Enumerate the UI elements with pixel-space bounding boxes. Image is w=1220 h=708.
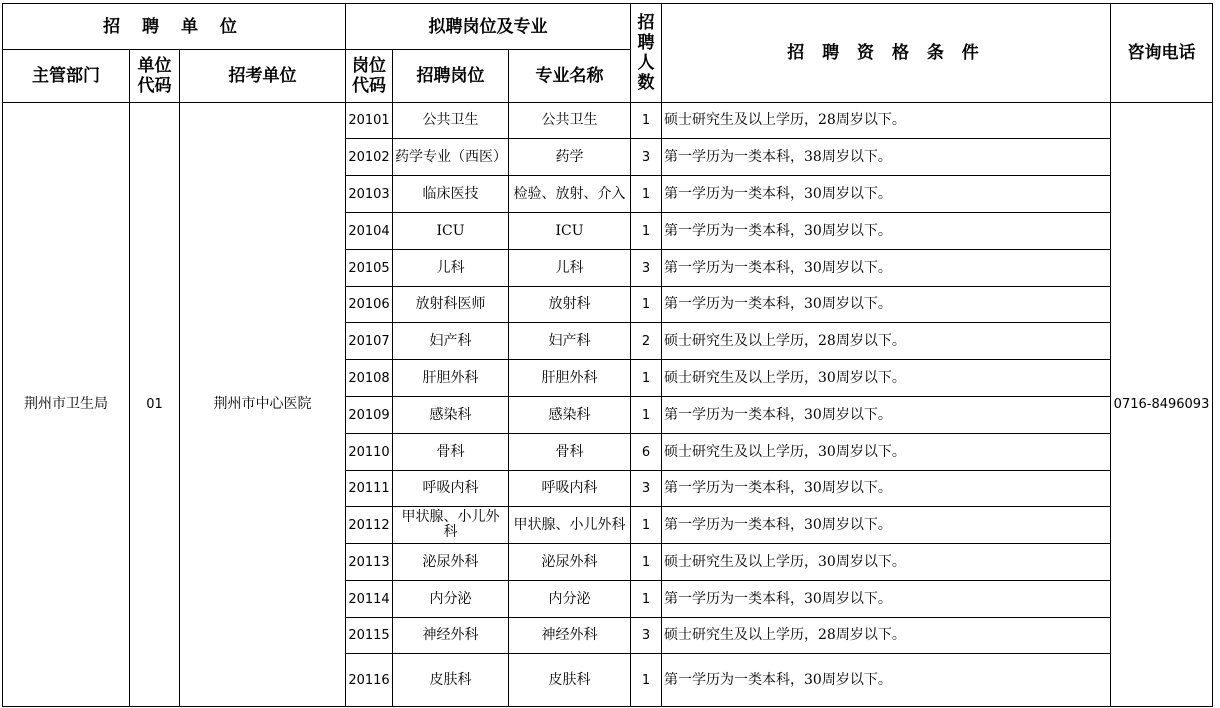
unit-code-cell: 01 xyxy=(130,103,180,707)
post-code-cell: 20102 xyxy=(346,139,393,176)
header-unit-code xyxy=(130,50,180,103)
post-cell: 内分泌 xyxy=(393,581,509,618)
major-cell: 检验、放射、介入 xyxy=(509,176,631,213)
count-cell: 1 xyxy=(631,287,662,323)
count-cell: 3 xyxy=(631,139,662,176)
recruitment-table-sheet xyxy=(2,3,1212,706)
recruitment-table xyxy=(2,3,1213,707)
post-code-cell: 20109 xyxy=(346,397,393,434)
count-cell: 1 xyxy=(631,654,662,707)
post-cell: 肝胆外科 xyxy=(393,360,509,397)
post-cell: 骨科 xyxy=(393,434,509,471)
post-code-cell: 20116 xyxy=(346,654,393,707)
condition-cell: 第一学历为一类本科，30周岁以下。 xyxy=(662,287,1111,323)
condition-cell: 第一学历为一类本科，30周岁以下。 xyxy=(662,654,1111,707)
major-cell: 呼吸内科 xyxy=(509,471,631,507)
post-code-cell: 20114 xyxy=(346,581,393,618)
condition-cell: 硕士研究生及以上学历，28周岁以下。 xyxy=(662,618,1111,654)
condition-cell: 第一学历为一类本科，30周岁以下。 xyxy=(662,471,1111,507)
header-unit-code-line2: 代码 xyxy=(137,76,172,96)
header-conditions: 招 聘 资 格 条 件 xyxy=(662,4,1111,103)
condition-cell: 硕士研究生及以上学历，28周岁以下。 xyxy=(662,323,1111,360)
header-major: 专业名称 xyxy=(509,50,631,103)
header-row-1 xyxy=(3,4,1213,50)
post-cell: 公共卫生 xyxy=(393,103,509,139)
major-cell: 公共卫生 xyxy=(509,103,631,139)
count-cell: 1 xyxy=(631,581,662,618)
major-cell: 内分泌 xyxy=(509,581,631,618)
condition-cell: 硕士研究生及以上学历，30周岁以下。 xyxy=(662,544,1111,581)
major-cell: ICU xyxy=(509,213,631,250)
post-cell: 甲状腺、小儿外科 xyxy=(393,507,509,544)
post-cell: 泌尿外科 xyxy=(393,544,509,581)
post-code-cell: 20104 xyxy=(346,213,393,250)
major-cell: 药学 xyxy=(509,139,631,176)
count-cell: 1 xyxy=(631,507,662,544)
post-code-cell: 20110 xyxy=(346,434,393,471)
count-cell: 1 xyxy=(631,544,662,581)
post-cell: 妇产科 xyxy=(393,323,509,360)
header-phone: 咨询电话 xyxy=(1111,4,1213,103)
post-cell: 临床医技 xyxy=(393,176,509,213)
condition-cell: 第一学历为一类本科，30周岁以下。 xyxy=(662,581,1111,618)
post-code-cell: 20103 xyxy=(346,176,393,213)
post-code-cell: 20113 xyxy=(346,544,393,581)
count-cell: 6 xyxy=(631,434,662,471)
post-code-cell: 20112 xyxy=(346,507,393,544)
condition-cell: 第一学历为一类本科，30周岁以下。 xyxy=(662,250,1111,287)
header-count xyxy=(631,4,662,103)
count-cell: 3 xyxy=(631,618,662,654)
post-code-cell: 20111 xyxy=(346,471,393,507)
post-cell: 感染科 xyxy=(393,397,509,434)
table-row xyxy=(3,103,1213,139)
count-cell: 3 xyxy=(631,471,662,507)
header-unit: 招考单位 xyxy=(180,50,346,103)
unit-cell: 荆州市中心医院 xyxy=(180,103,346,707)
post-cell: 神经外科 xyxy=(393,618,509,654)
condition-cell: 硕士研究生及以上学历，30周岁以下。 xyxy=(662,360,1111,397)
header-dept: 主管部门 xyxy=(3,50,130,103)
condition-cell: 第一学历为一类本科，38周岁以下。 xyxy=(662,139,1111,176)
major-cell: 甲状腺、小儿外科 xyxy=(509,507,631,544)
header-post-group: 拟聘岗位及专业 xyxy=(346,4,631,50)
major-cell: 皮肤科 xyxy=(509,654,631,707)
major-cell: 放射科 xyxy=(509,287,631,323)
post-cell: 呼吸内科 xyxy=(393,471,509,507)
major-cell: 泌尿外科 xyxy=(509,544,631,581)
header-unit-group: 招 聘 单 位 xyxy=(3,4,346,50)
condition-cell: 第一学历为一类本科，30周岁以下。 xyxy=(662,213,1111,250)
condition-cell: 第一学历为一类本科，30周岁以下。 xyxy=(662,397,1111,434)
count-cell: 2 xyxy=(631,323,662,360)
count-cell: 1 xyxy=(631,213,662,250)
post-code-cell: 20101 xyxy=(346,103,393,139)
header-post-code xyxy=(346,50,393,103)
count-cell: 3 xyxy=(631,250,662,287)
major-cell: 妇产科 xyxy=(509,323,631,360)
condition-cell: 硕士研究生及以上学历，28周岁以下。 xyxy=(662,103,1111,139)
dept-cell: 荆州市卫生局 xyxy=(3,103,130,707)
condition-cell: 第一学历为一类本科，30周岁以下。 xyxy=(662,507,1111,544)
post-code-cell: 20108 xyxy=(346,360,393,397)
post-cell: 放射科医师 xyxy=(393,287,509,323)
count-cell: 1 xyxy=(631,103,662,139)
count-cell: 1 xyxy=(631,360,662,397)
condition-cell: 硕士研究生及以上学历，30周岁以下。 xyxy=(662,434,1111,471)
post-code-cell: 20105 xyxy=(346,250,393,287)
post-cell: 儿科 xyxy=(393,250,509,287)
condition-cell: 第一学历为一类本科，30周岁以下。 xyxy=(662,176,1111,213)
post-code-cell: 20107 xyxy=(346,323,393,360)
major-cell: 骨科 xyxy=(509,434,631,471)
post-cell: ICU xyxy=(393,213,509,250)
major-cell: 感染科 xyxy=(509,397,631,434)
header-post-code-line1: 岗位 xyxy=(352,56,386,76)
count-cell: 1 xyxy=(631,397,662,434)
header-unit-code-line1: 单位 xyxy=(137,56,172,76)
post-code-cell: 20106 xyxy=(346,287,393,323)
post-code-cell: 20115 xyxy=(346,618,393,654)
header-count-text: 招聘人数 xyxy=(637,13,655,93)
post-cell: 药学专业（西医） xyxy=(393,139,509,176)
header-post: 招聘岗位 xyxy=(393,50,509,103)
phone-cell: 0716-8496093 xyxy=(1111,103,1213,707)
post-cell: 皮肤科 xyxy=(393,654,509,707)
major-cell: 神经外科 xyxy=(509,618,631,654)
major-cell: 儿科 xyxy=(509,250,631,287)
header-post-code-line2: 代码 xyxy=(352,76,386,96)
major-cell: 肝胆外科 xyxy=(509,360,631,397)
count-cell: 1 xyxy=(631,176,662,213)
